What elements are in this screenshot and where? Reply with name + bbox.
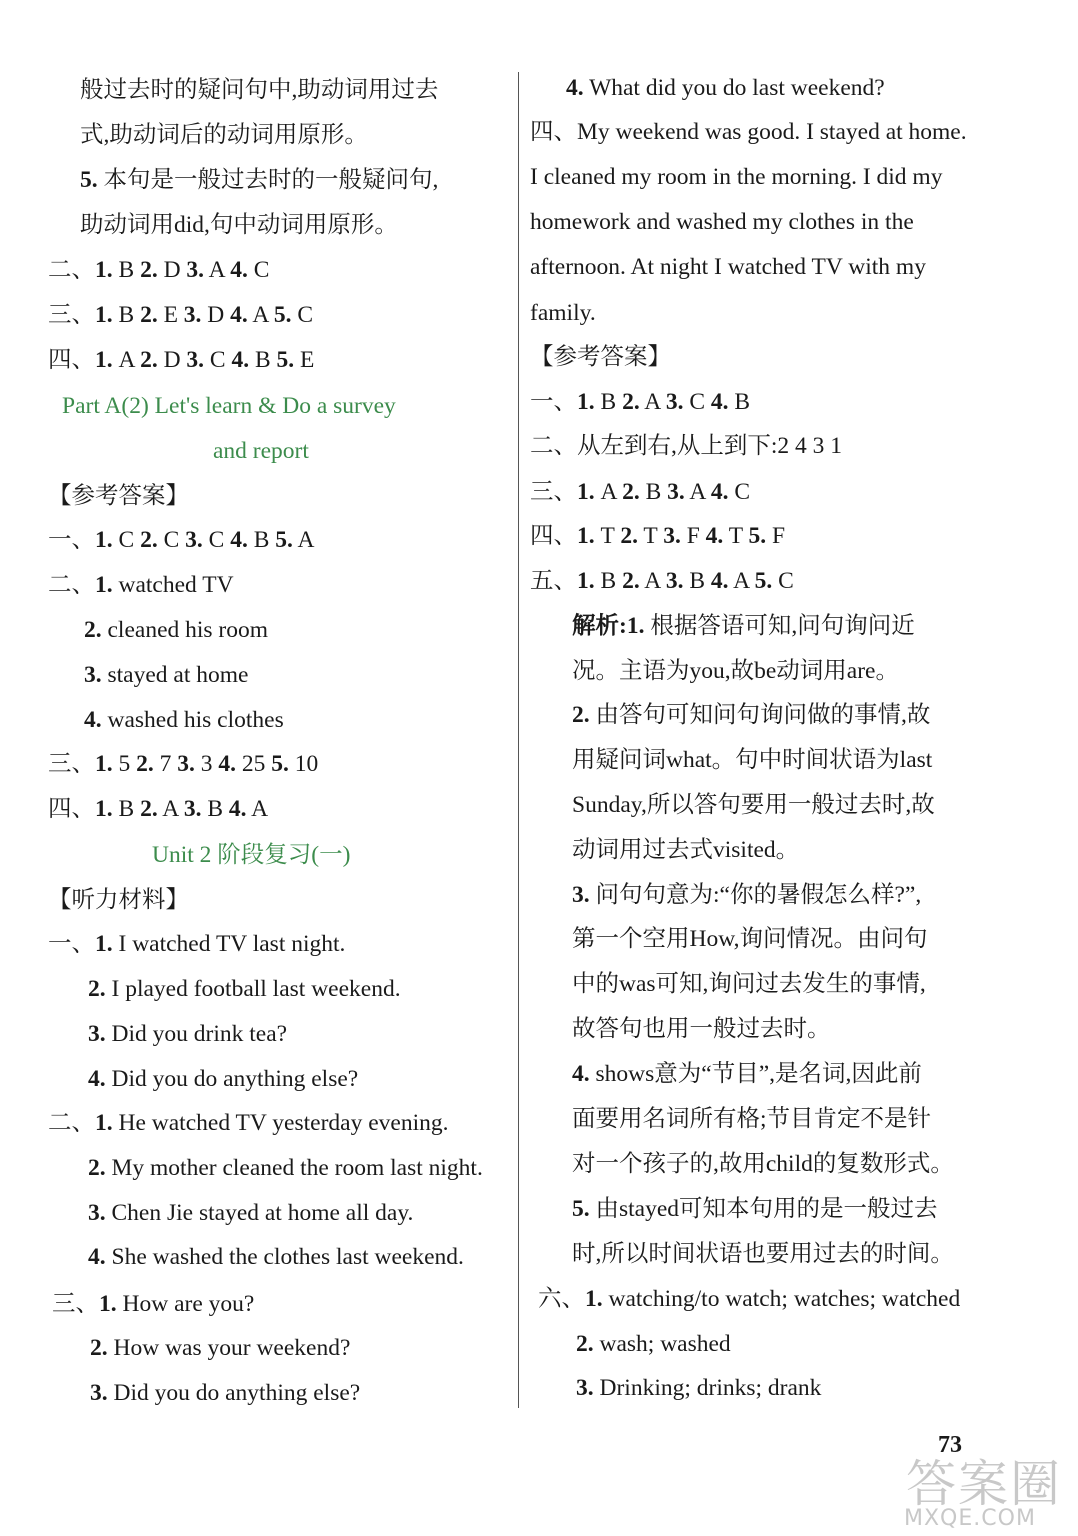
text-run: 1. xyxy=(577,568,595,594)
left-line xyxy=(48,1107,448,1139)
text-run: 3. xyxy=(88,1021,106,1047)
right-line xyxy=(530,430,842,462)
text-run: I cleaned my room in the morning. I did my xyxy=(530,164,943,190)
text-run: C xyxy=(247,257,270,283)
text-run: A xyxy=(639,568,666,594)
text-run: 2. xyxy=(136,751,154,777)
text-run: 2. xyxy=(88,976,106,1002)
text-run: 3. xyxy=(177,751,195,777)
text-run: 1. xyxy=(95,1110,113,1136)
left-line xyxy=(84,704,284,736)
text-run: 3 xyxy=(194,751,219,777)
text-run: E xyxy=(157,302,184,328)
left-line xyxy=(48,480,189,512)
text-run: F xyxy=(766,523,786,549)
right-line xyxy=(572,879,921,911)
text-run: 3. xyxy=(90,1380,108,1406)
text-run: 四、 xyxy=(48,796,95,822)
text-run: 4. xyxy=(218,751,236,777)
text-run: 面要用名词所有格;节目肯定不是针 xyxy=(572,1106,932,1132)
text-run: 三、 xyxy=(530,479,577,505)
text-run: D xyxy=(157,257,187,283)
left-line xyxy=(90,1377,360,1409)
text-run: 4. xyxy=(88,1066,106,1092)
text-run: B xyxy=(112,302,141,328)
left-line xyxy=(48,928,345,960)
text-run: C xyxy=(683,389,711,415)
text-run: T xyxy=(637,523,664,549)
text-run: 二、 xyxy=(48,572,95,598)
text-run: B xyxy=(112,257,141,283)
text-run: B xyxy=(683,568,711,594)
text-run: 5. xyxy=(276,347,295,373)
text-run: 4. xyxy=(566,75,584,101)
text-run: 对一个孩子的,故用child的复数形式。 xyxy=(572,1151,954,1177)
text-run: 2. xyxy=(140,257,158,283)
left-line xyxy=(88,1197,413,1229)
text-run: 1. xyxy=(95,751,113,777)
text-run: 1. xyxy=(585,1286,603,1312)
left-line xyxy=(88,1018,287,1050)
text-run: 4. xyxy=(572,1061,590,1087)
text-run: Drinking; drinks; drank xyxy=(593,1375,822,1401)
text-run: 2. xyxy=(140,527,158,553)
text-run: 故答句也用一般过去时。 xyxy=(572,1016,831,1042)
text-run: 【参考答案】 xyxy=(48,483,189,509)
text-run: 1. xyxy=(95,796,113,822)
left-line xyxy=(80,119,368,151)
watermark xyxy=(896,1444,1076,1536)
right-line xyxy=(530,297,596,329)
text-run: 5 xyxy=(112,751,137,777)
text-run: 4. xyxy=(88,1244,106,1270)
text-run: 二、 xyxy=(48,257,95,283)
text-run: shows意为“节目”,是名词,因此前 xyxy=(589,1061,922,1087)
text-run: cleaned his room xyxy=(101,617,269,643)
text-run: 四、 xyxy=(48,347,95,373)
text-run: C xyxy=(157,527,186,553)
text-run: 助动词用did,句中动词用原形。 xyxy=(80,212,398,238)
text-run: What did you do last weekend? xyxy=(583,75,885,101)
text-run: 1. xyxy=(95,347,113,373)
text-run: How are you? xyxy=(116,1291,255,1317)
text-run: 3. xyxy=(663,523,681,549)
text-run: 2. xyxy=(622,568,640,594)
left-line xyxy=(90,1332,350,1364)
text-run: A xyxy=(292,527,315,553)
text-run: A xyxy=(112,347,141,373)
text-run: E xyxy=(294,347,315,373)
text-run: 2. xyxy=(622,389,640,415)
text-run: 一、 xyxy=(530,389,577,415)
text-run: C xyxy=(202,527,231,553)
left-line xyxy=(88,1241,464,1273)
text-run: 2. xyxy=(622,479,640,505)
right-line xyxy=(572,789,935,821)
text-run: 7 xyxy=(153,751,178,777)
text-run: 3. xyxy=(185,527,203,553)
left-line xyxy=(48,884,189,916)
page-number: 73 xyxy=(938,1432,962,1458)
text-run: 4. xyxy=(230,302,248,328)
text-run: 问句句意为:“你的暑假怎么样?”, xyxy=(589,882,922,908)
text-run: B xyxy=(112,796,141,822)
text-run: 4. xyxy=(710,389,729,415)
text-run: Part A(2) Let's learn & Do a survey xyxy=(62,393,396,419)
text-run: 4. xyxy=(230,257,248,283)
text-run: How was your weekend? xyxy=(107,1335,351,1361)
left-line xyxy=(48,793,268,825)
text-run: Did you drink tea? xyxy=(105,1021,288,1047)
text-run: B xyxy=(594,568,623,594)
text-run: 五、 xyxy=(530,568,577,594)
left-line xyxy=(88,1152,483,1184)
text-run: B xyxy=(594,389,623,415)
text-run: 3. xyxy=(186,257,205,283)
right-line xyxy=(572,923,928,955)
text-run: C xyxy=(728,479,751,505)
text-run: T xyxy=(594,523,621,549)
text-run: 二、从左到右,从上到下:2 4 3 1 xyxy=(530,433,843,459)
text-run: 三、 xyxy=(48,302,95,328)
text-run: family. xyxy=(530,300,596,326)
text-run: C xyxy=(112,527,141,553)
text-run: afternoon. At night I watched TV with my xyxy=(530,254,926,280)
text-run: Did you do anything else? xyxy=(107,1380,361,1406)
right-line xyxy=(530,520,785,552)
text-run: She washed the clothes last weekend. xyxy=(105,1244,464,1270)
text-run: 25 xyxy=(236,751,272,777)
text-run: 3. xyxy=(84,662,102,688)
text-run: 5. xyxy=(275,527,293,553)
text-run: 况。主语为you,故be动词用are。 xyxy=(572,658,899,684)
text-run: Unit 2 阶段复习(一) xyxy=(152,842,351,868)
text-run: Chen Jie stayed at home all day. xyxy=(105,1200,414,1226)
text-run: 4. xyxy=(710,568,729,594)
text-run: B xyxy=(247,527,276,553)
text-run: 解析:1. xyxy=(572,613,645,639)
left-line xyxy=(80,74,438,106)
text-run: B xyxy=(201,796,229,822)
text-run: 2. xyxy=(572,702,590,728)
text-run: 2. xyxy=(140,302,158,328)
text-run: 3. xyxy=(576,1375,594,1401)
text-run: A xyxy=(247,302,274,328)
left-line xyxy=(80,209,398,241)
text-run: 1. xyxy=(95,931,113,957)
text-run: D xyxy=(157,347,187,373)
text-run: 1. xyxy=(577,479,595,505)
text-run: C xyxy=(291,302,314,328)
text-run: 2. xyxy=(140,347,158,373)
text-run: 2. xyxy=(90,1335,108,1361)
text-run: 用疑问词what。句中时间状语为last xyxy=(572,747,933,773)
text-run: 四、 xyxy=(530,523,577,549)
text-run: 六、 xyxy=(538,1286,585,1312)
watermark-logo: 答案圈 xyxy=(906,1455,1062,1513)
text-run: 中的was可知,询问过去发生的事情, xyxy=(572,971,926,997)
left-line xyxy=(48,344,314,376)
left-line xyxy=(48,254,269,286)
text-run: B xyxy=(249,347,277,373)
text-run: My mother cleaned the room last night. xyxy=(105,1155,483,1181)
right-line xyxy=(530,251,926,283)
text-run: 5. xyxy=(80,167,98,193)
text-run: Sunday,所以答句要用一般过去时,故 xyxy=(572,792,935,818)
text-run: 由stayed可知本句用的是一般过去 xyxy=(589,1196,938,1222)
text-run: 动词用过去式visited。 xyxy=(572,837,800,863)
text-run: 4. xyxy=(710,479,729,505)
text-run: 1. xyxy=(577,523,595,549)
text-run: 3. xyxy=(88,1200,106,1226)
left-line xyxy=(48,299,313,331)
text-run: 2. xyxy=(576,1331,594,1357)
text-run: 5. xyxy=(273,302,292,328)
left-line xyxy=(213,435,309,467)
text-run: 3. xyxy=(572,882,590,908)
right-line xyxy=(572,1013,831,1045)
text-run: 4. xyxy=(705,523,724,549)
left-line xyxy=(48,569,234,601)
text-run: A xyxy=(728,568,755,594)
right-line xyxy=(566,72,885,104)
left-line xyxy=(84,614,268,646)
text-run: 1. xyxy=(577,389,595,415)
text-run: 由答句可知问句询问做的事情,故 xyxy=(589,702,931,728)
text-run: 1. xyxy=(95,527,113,553)
right-line xyxy=(572,1103,931,1135)
text-run: washed his clothes xyxy=(101,707,284,733)
text-run: 一、 xyxy=(48,527,95,553)
text-run: C xyxy=(204,347,232,373)
text-run: homework and washed my clothes in the xyxy=(530,209,914,235)
text-run: 一、 xyxy=(48,931,95,957)
text-run: C xyxy=(772,568,794,594)
right-line xyxy=(538,1283,960,1315)
text-run: 3. xyxy=(665,389,684,415)
text-run: T xyxy=(723,523,749,549)
right-line xyxy=(530,476,750,508)
text-run: 3. xyxy=(665,568,684,594)
left-line xyxy=(80,164,438,196)
right-line xyxy=(530,161,942,193)
watermark-url: MXQE.COM xyxy=(904,1506,1036,1531)
text-run: D xyxy=(201,302,231,328)
text-run: 10 xyxy=(288,751,319,777)
text-run: 式,助动词后的动词用原形。 xyxy=(80,122,368,148)
text-run: 第一个空用How,询问情况。由问句 xyxy=(572,926,928,952)
text-run: 本句是一般过去时的一般疑问句, xyxy=(97,167,439,193)
text-run: B xyxy=(639,479,668,505)
right-line xyxy=(572,1148,954,1180)
right-line xyxy=(572,699,930,731)
text-run: A xyxy=(204,257,231,283)
text-run: 1. xyxy=(95,257,113,283)
text-run: B xyxy=(728,389,751,415)
text-run: 5. xyxy=(754,568,773,594)
text-run: 4. xyxy=(230,527,248,553)
right-line xyxy=(576,1328,731,1360)
text-run: 【参考答案】 xyxy=(530,344,671,370)
text-run: 4. xyxy=(231,347,250,373)
text-run: I watched TV last night. xyxy=(112,931,346,957)
text-run: 2. xyxy=(88,1155,106,1181)
text-run: 3. xyxy=(667,479,685,505)
text-run: I played football last weekend. xyxy=(105,976,401,1002)
text-run: and report xyxy=(213,438,309,464)
text-run: 般过去时的疑问句中,助动词用过去 xyxy=(80,77,439,103)
right-line xyxy=(572,744,932,776)
column-divider xyxy=(518,72,519,1408)
text-run: 3. xyxy=(183,796,202,822)
text-run: 【听力材料】 xyxy=(48,887,189,913)
text-run: watched TV xyxy=(112,572,234,598)
text-run: 1. xyxy=(99,1291,117,1317)
text-run: A xyxy=(157,796,184,822)
text-run: 4. xyxy=(84,707,102,733)
text-run: 2. xyxy=(84,617,102,643)
right-line xyxy=(576,1372,821,1404)
text-run: He watched TV yesterday evening. xyxy=(112,1110,449,1136)
right-line xyxy=(572,655,899,687)
text-run: A xyxy=(684,479,711,505)
right-line xyxy=(530,386,750,418)
right-line xyxy=(572,1193,938,1225)
left-line xyxy=(152,839,350,871)
text-run: 三、 xyxy=(48,751,95,777)
right-line xyxy=(572,1238,954,1270)
text-run: 5. xyxy=(271,751,289,777)
text-run: Did you do anything else? xyxy=(105,1066,359,1092)
text-run: F xyxy=(680,523,706,549)
text-run: 2. xyxy=(140,796,158,822)
text-run: 四、My weekend was good. I stayed at home. xyxy=(530,119,967,145)
text-run: A xyxy=(246,796,269,822)
text-run: 二、 xyxy=(48,1110,95,1136)
text-run: A xyxy=(594,479,623,505)
text-run: 5. xyxy=(572,1196,590,1222)
text-run: stayed at home xyxy=(101,662,249,688)
text-run: 2. xyxy=(620,523,638,549)
text-run: 3. xyxy=(183,302,202,328)
text-run: 时,所以时间状语也要用过去的时间。 xyxy=(572,1241,954,1267)
left-line xyxy=(48,524,314,556)
right-line xyxy=(572,968,926,1000)
text-run: 1. xyxy=(95,572,113,598)
right-line xyxy=(572,834,799,866)
left-line xyxy=(88,1063,358,1095)
left-line xyxy=(52,1288,254,1320)
right-line xyxy=(572,610,915,642)
text-run: wash; washed xyxy=(593,1331,731,1357)
text-run: 4. xyxy=(228,796,247,822)
text-run: 5. xyxy=(748,523,767,549)
left-line xyxy=(88,973,401,1005)
right-line xyxy=(572,1058,922,1090)
text-run: 三、 xyxy=(52,1291,99,1317)
text-run: 1. xyxy=(95,302,113,328)
left-line xyxy=(62,390,396,422)
text-run: 3. xyxy=(186,347,205,373)
right-line xyxy=(530,116,967,148)
right-line xyxy=(530,341,671,373)
text-run: watching/to watch; watches; watched xyxy=(602,1286,961,1312)
right-line xyxy=(530,565,794,597)
text-run: A xyxy=(639,389,666,415)
left-line xyxy=(48,748,318,780)
text-run: 根据答语可知,问句询问近 xyxy=(644,613,915,639)
left-line xyxy=(84,659,248,691)
right-line xyxy=(530,206,914,238)
